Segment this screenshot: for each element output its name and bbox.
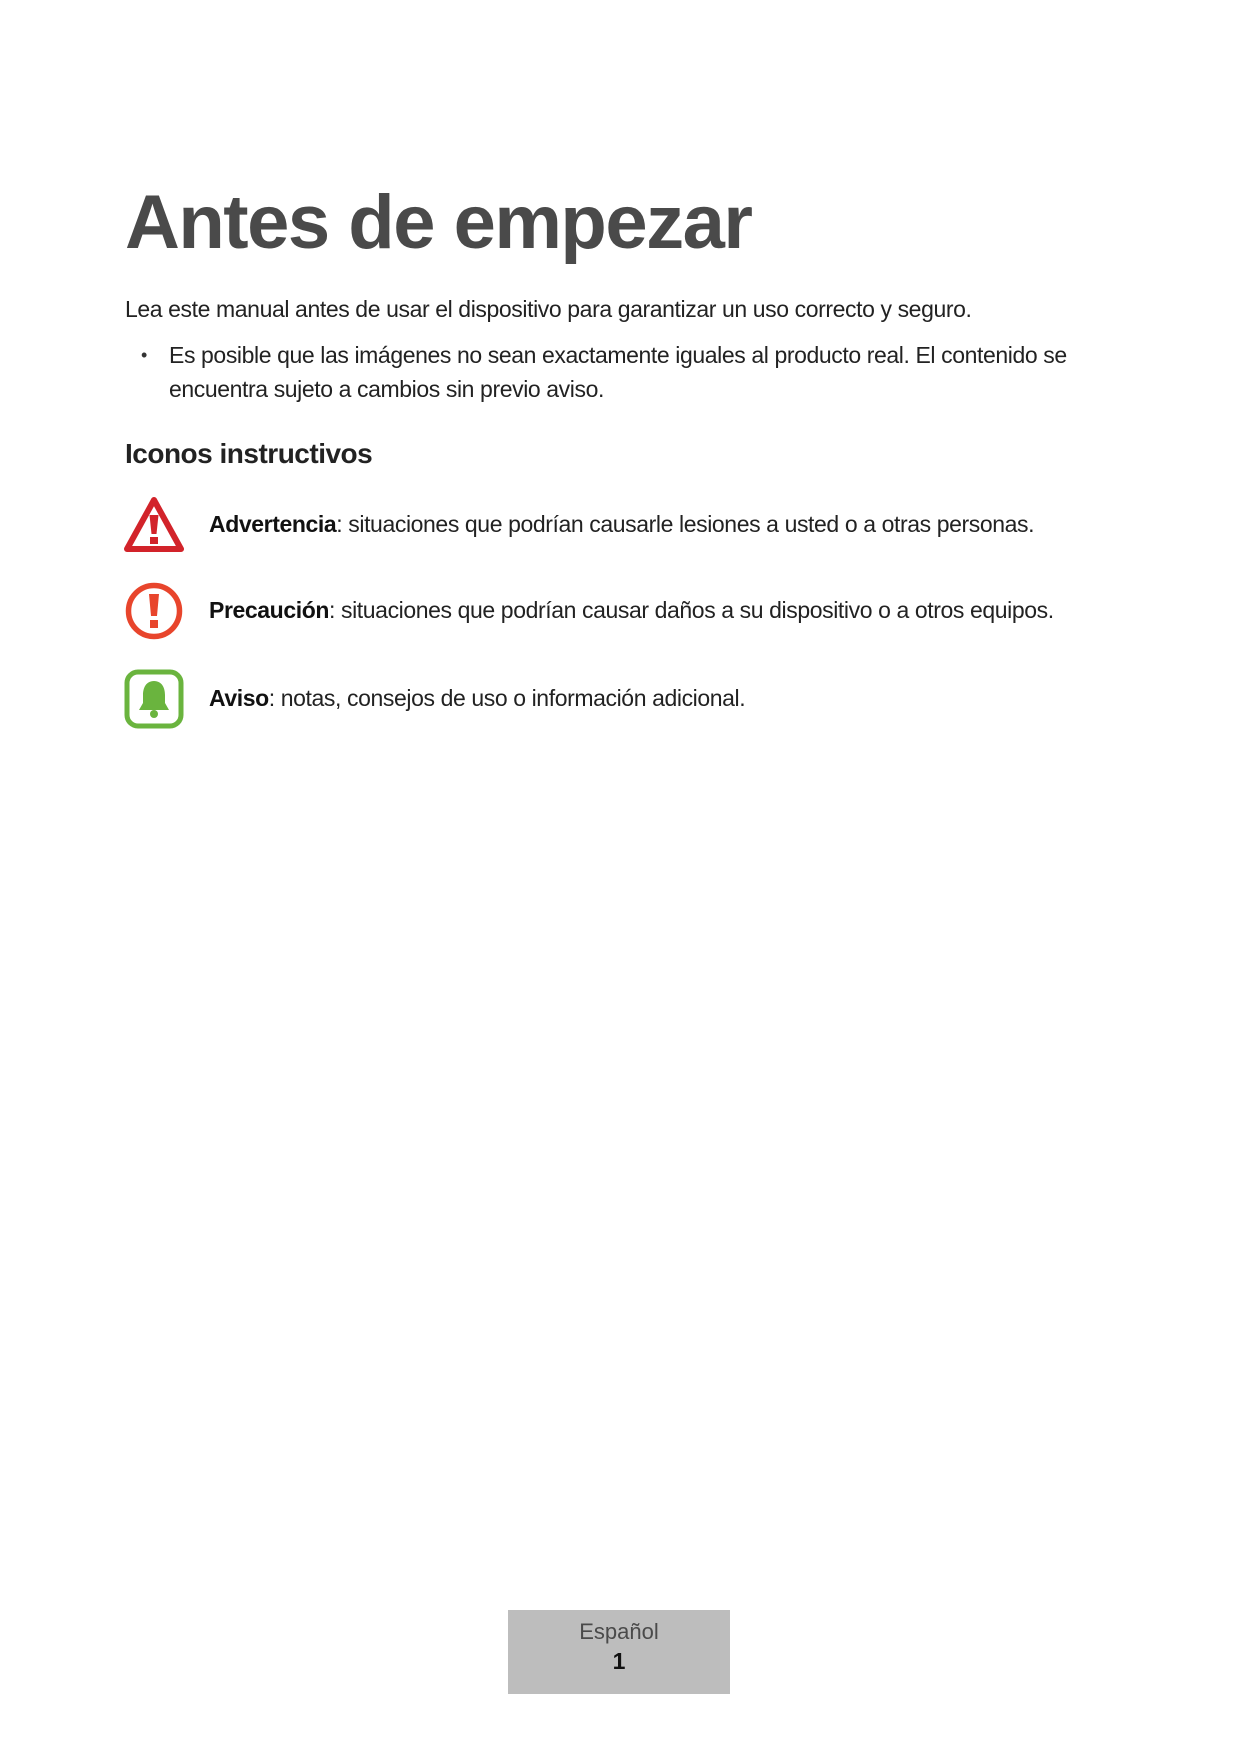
page-number: 1	[612, 1648, 626, 1674]
warning-triangle-icon	[124, 495, 184, 555]
section-heading: Iconos instructivos	[125, 438, 373, 469]
icon-row-warning	[124, 495, 1124, 555]
icon-description-notice	[209, 683, 745, 713]
icon-text-notice: : notas, consejos de uso o información adicional.	[268, 685, 746, 711]
bullet-marker: •	[141, 345, 148, 365]
icon-description-warning	[209, 509, 1034, 539]
icon-term-warning: Advertencia	[209, 511, 337, 537]
icon-term-notice: Aviso	[209, 685, 269, 711]
caution-circle-icon	[124, 581, 184, 641]
bullet-text: Es posible que las imágenes no sean exactamente iguales al producto real. El contenido se encuentra sujeto a cambios sin previo aviso.	[169, 342, 1067, 402]
icon-row-caution	[124, 581, 1124, 641]
intro-text: Lea este manual antes de usar el dispositivo para garantizar un uso correcto y seguro.	[125, 296, 972, 322]
icon-text-caution: : situaciones que podrían causar daños a su dispositivo o a otros equipos.	[329, 597, 1054, 623]
icon-term-caution: Precaución	[209, 597, 329, 623]
icon-text-warning: : situaciones que podrían causarle lesiones a usted o a otras personas.	[336, 511, 1035, 537]
notice-bell-icon	[124, 669, 184, 729]
page-footer	[508, 1610, 730, 1694]
icon-description-caution	[209, 595, 1054, 625]
footer-language: Español	[579, 1619, 659, 1644]
icon-row-notice	[124, 669, 1124, 729]
page-title: Antes de empezar	[125, 180, 752, 265]
bullet-item	[125, 338, 1085, 406]
